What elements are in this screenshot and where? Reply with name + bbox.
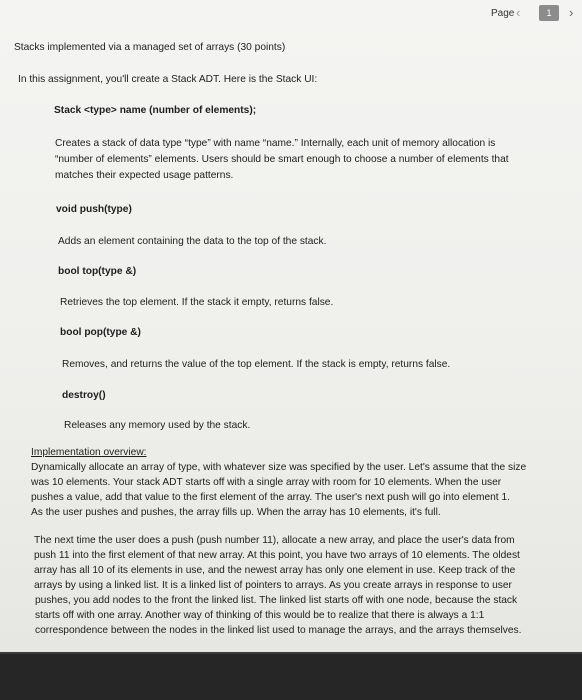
description-destroy: Releases any memory used by the stack. — [64, 420, 251, 431]
description-pop: Removes, and returns the value of the top element. If the stack is empty, returns false. — [62, 359, 451, 370]
signature-stack-constructor: Stack <type> name (number of elements); — [54, 105, 257, 116]
signature-push: void push(type) — [56, 204, 132, 215]
description-line: “number of elements” elements. Users should be smart enough to choose a number of elements that — [55, 154, 509, 165]
chevron-right-icon[interactable]: › — [569, 5, 574, 20]
paragraph-line: arrays by using a linked list. It is a linked list of pointers to arrays. As you create arrays in response to user — [34, 580, 512, 591]
paragraph-line: starts off with one array. Another way of thinking of this would be to realize that there is always a 1:1 — [35, 610, 485, 621]
viewer-toolbar — [0, 0, 582, 28]
document-title: Stacks implemented via a managed set of arrays (30 points) — [14, 42, 286, 53]
overview-line: pushes a value, add that value to the first element of the array. The user's next push will go into element 1. — [31, 492, 510, 503]
paragraph-line: push 11 into the first element of that new array. At this point, you have two arrays of 10 elements. The oldest — [34, 550, 520, 561]
paragraph-line: pushes, you add nodes to the front the linked list. The linked list starts off with one node, because the stack — [35, 595, 518, 606]
signature-top: bool top(type &) — [58, 266, 137, 277]
dark-background — [0, 652, 582, 700]
signature-destroy: destroy() — [62, 390, 106, 401]
description-top: Retrieves the top element. If the stack it empty, returns false. — [60, 297, 334, 308]
overview-line: was 10 elements. Your stack ADT starts off with a single array with room for 10 elements. When the user — [31, 477, 502, 488]
description-line: Creates a stack of data type “type” with name “name.” Internally, each unit of memory allocation is — [55, 138, 496, 149]
page-number-field[interactable]: 1 — [539, 5, 559, 21]
intro-text: In this assignment, you'll create a Stack ADT. Here is the Stack UI: — [18, 74, 318, 85]
description-line: matches their expected usage patterns. — [55, 170, 234, 181]
paragraph-line: array has all 10 of its elements in use, and the newest array has only one element in use. Keep track of the — [34, 565, 516, 576]
chevron-left-icon[interactable]: ‹ — [516, 5, 521, 20]
overview-heading: Implementation overview: — [31, 447, 147, 458]
signature-pop: bool pop(type &) — [60, 327, 141, 338]
description-push: Adds an element containing the data to the top of the stack. — [58, 236, 327, 247]
paragraph-line: correspondence between the nodes in the linked list used to manage the arrays, and the arrays themselves. — [35, 625, 522, 636]
divider — [0, 652, 582, 654]
page-label: Page — [491, 8, 515, 19]
paragraph-line: The next time the user does a push (push number 11), allocate a new array, and place the user's data from — [34, 535, 515, 546]
overview-line: Dynamically allocate an array of type, with whatever size was specified by the user. Let's assume that the size — [31, 462, 527, 473]
overview-line: As the user pushes and pushes, the array fills up. When the array has 10 elements, it's full. — [31, 507, 441, 518]
